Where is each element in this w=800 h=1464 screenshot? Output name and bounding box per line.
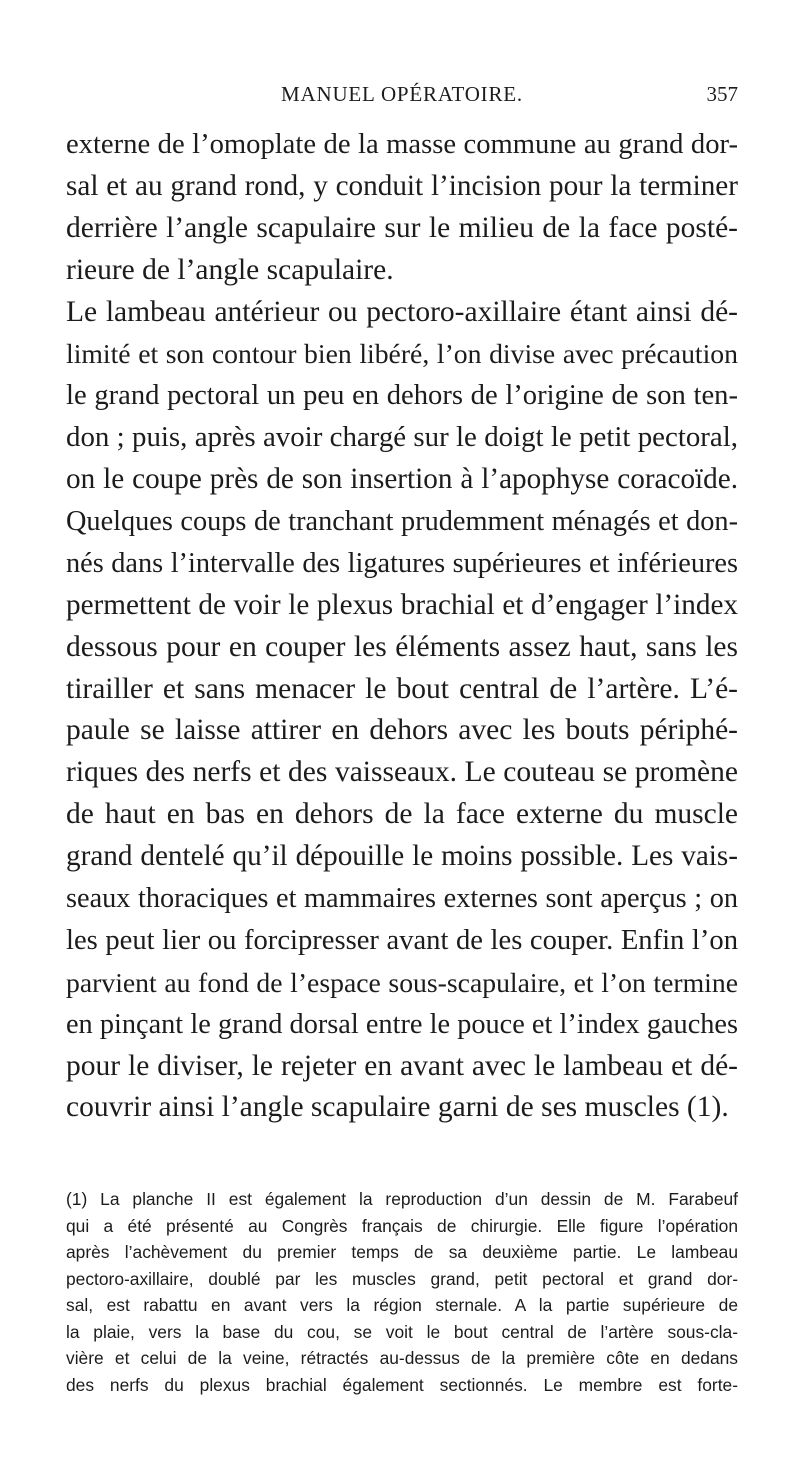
footnote-line: pectoro-axillaire, doublé par les muscles grand, petit pectoral et grand dor- [66, 1268, 738, 1289]
body-line: pour le diviser, le rejeter en avant avec le lambeau et dé- [66, 1049, 738, 1082]
footnote [66, 1186, 738, 1398]
body-line: les peut lier ou forcipresser avant de les couper. Enfin l’on [66, 924, 738, 956]
page-number: 357 [706, 82, 738, 106]
body-line: sal et au grand rond, y conduit l’incision pour la terminer [66, 169, 738, 202]
body-line: seaux thoraciques et mammaires externes sont aperçus ; on [66, 883, 738, 915]
body-line: en pinçant le grand dorsal entre le pouce et l’index gauches [66, 1008, 738, 1040]
body-line: riques des nerfs et des vaisseaux. Le couteau se promène [66, 756, 738, 789]
body-line: grand dentelé qu’il dépouille le moins possible. Les vais- [66, 840, 738, 873]
body-line: nés dans l’intervalle des ligatures supérieures et inférieures [66, 547, 738, 579]
page-header [66, 82, 738, 112]
body-line: couvrir ainsi l’angle scapulaire garni de ses muscles (1). [66, 1091, 729, 1124]
body-text [66, 124, 738, 1129]
body-line: parvient au fond de l’espace sous-scapulaire, et l’on termine [66, 966, 738, 998]
footnote-line: (1) La planche II est également la reproduction d’un dessin de M. Farabeuf [66, 1189, 738, 1209]
body-line: rieure de l’angle scapulaire. [66, 253, 394, 286]
body-line: dessous pour en couper les éléments assez haut, sans les [66, 630, 738, 663]
footnote-line: sal, est rabattu en avant vers la région sternale. A la partie supérieure de [66, 1295, 738, 1315]
body-line: limité et son contour bien libéré, l’on divise avec précaution [66, 338, 738, 370]
body-line: derrière l’angle scapulaire sur le milieu de la face posté- [66, 211, 738, 244]
body-line: le grand pectoral un peu en dehors de l’origine de son ten- [66, 380, 738, 412]
footnote-line: la plaie, vers la base du cou, se voit le bout central de l’artère sous-cla- [66, 1321, 738, 1342]
body-line: paule se laisse attirer en dehors avec les bouts périphé- [66, 714, 738, 747]
running-head: MANUEL OPÉRATOIRE. [281, 82, 523, 106]
body-line: externe de l’omoplate de la masse commune au grand dor- [66, 129, 738, 160]
body-line: Quelques coups de tranchant prudemment ménagés et don- [66, 506, 738, 538]
footnote-line: vière et celui de la veine, rétractés au-dessus de la première côte en dedans [66, 1348, 738, 1368]
footnote-line: qui a été présenté au Congrès français de chirurgie. Elle figure l’opération [66, 1215, 738, 1236]
body-line: tirailler et sans menacer le bout central de l’artère. L’é- [66, 672, 738, 705]
footnote-line: après l’achèvement du premier temps de sa deuxième partie. Le lambeau [66, 1242, 738, 1262]
footnote-line: des nerfs du plexus brachial également sectionnés. Le membre est forte- [66, 1374, 738, 1395]
body-line: de haut en bas en dehors de la face externe du muscle [66, 798, 738, 831]
body-line: permettent de voir le plexus brachial et d’engager l’index [66, 588, 738, 621]
body-line: on le coupe près de son insertion à l’apophyse coracoïde. [66, 463, 738, 496]
body-line: Le lambeau antérieur ou pectoro-axillaire étant ainsi dé- [66, 295, 738, 328]
body-line: don ; puis, après avoir chargé sur le doigt le petit pectoral, [66, 421, 738, 454]
